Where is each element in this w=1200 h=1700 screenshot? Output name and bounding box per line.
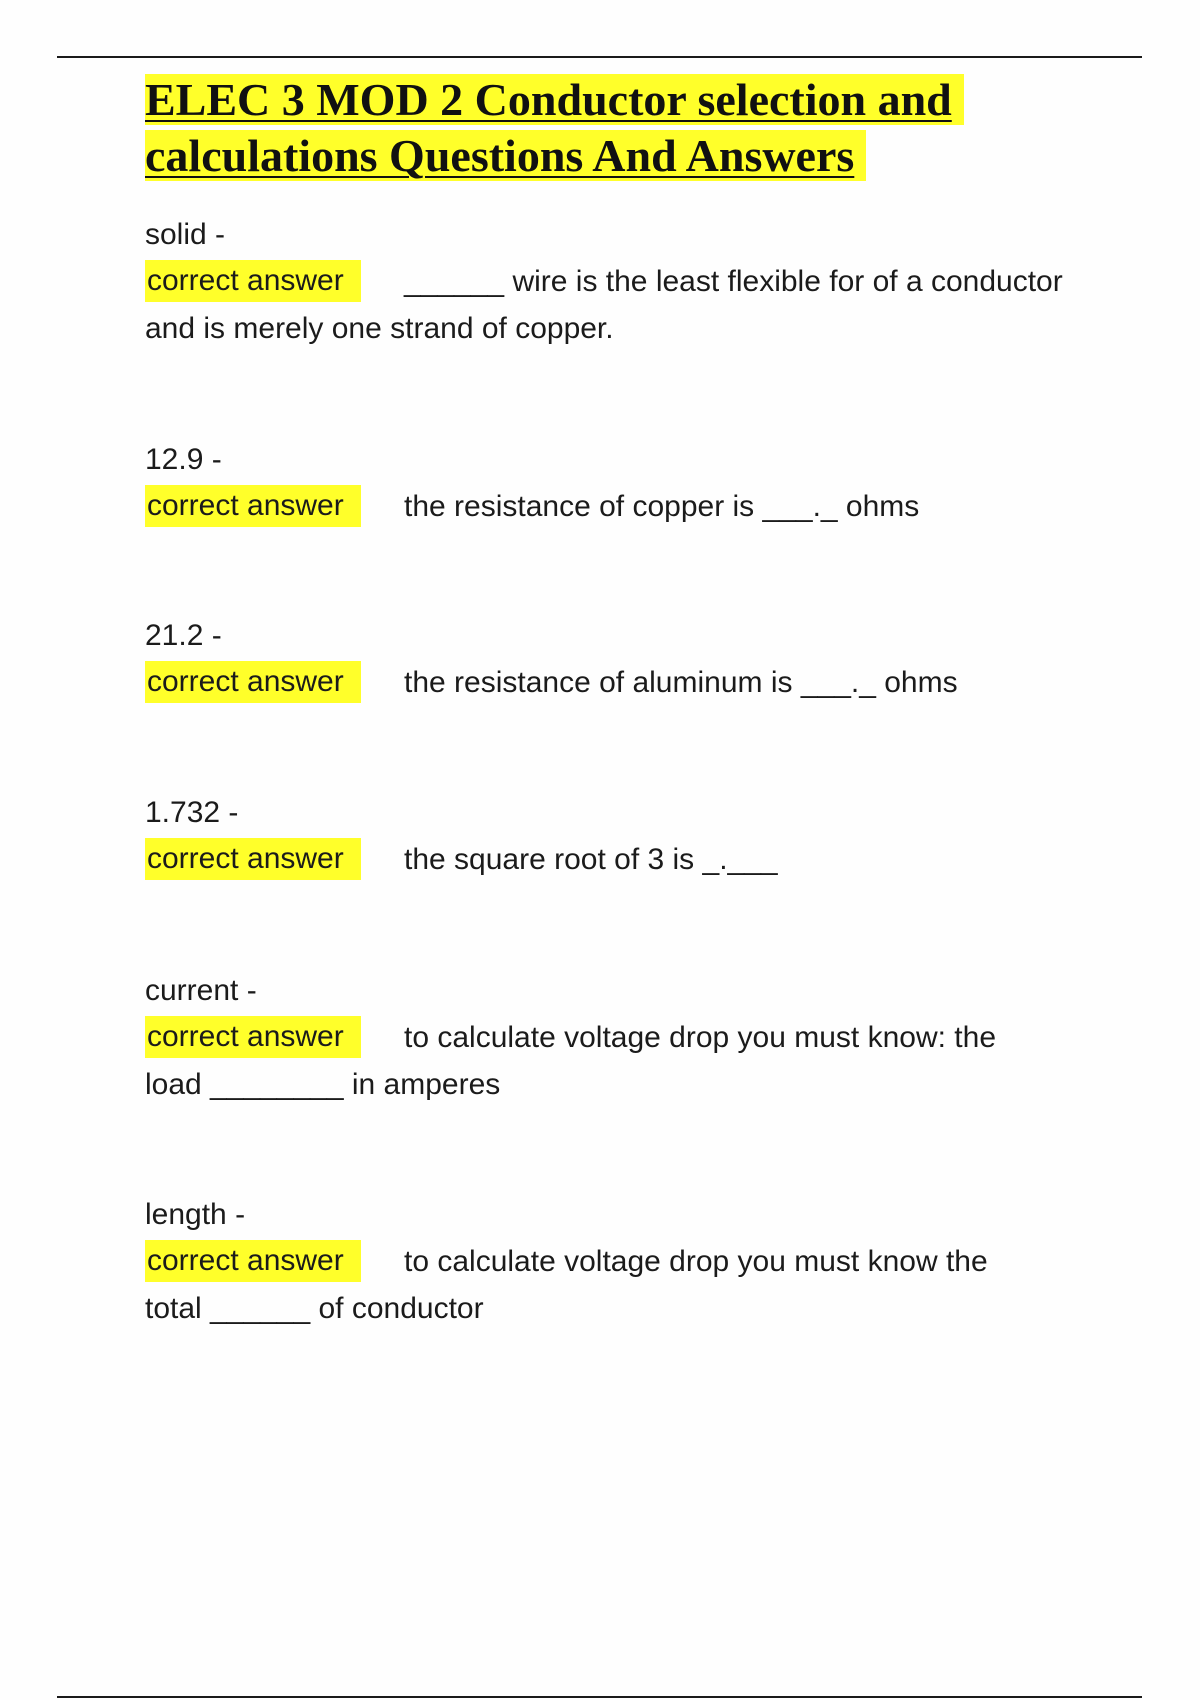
question-row (145, 1238, 1095, 1285)
answer-text: current - (145, 974, 257, 1007)
question-text: to calculate voltage drop you must know the (404, 1245, 988, 1278)
question-row (145, 659, 1095, 706)
correct-answer-badge: correct answer (145, 485, 361, 527)
question-text: to calculate voltage drop you must know: the (404, 1021, 997, 1054)
correct-answer-badge: correct answer (145, 260, 361, 302)
qa-item-square-root (145, 789, 1095, 883)
qa-item-length (145, 1191, 1095, 1332)
correct-answer-badge: correct answer (145, 661, 361, 703)
qa-item-solid (145, 211, 1095, 352)
qa-item-current (145, 967, 1095, 1108)
question-text-continued: total ______ of conductor (145, 1292, 484, 1325)
correct-answer-badge: correct answer (145, 1240, 361, 1282)
answer-text: 21.2 - (145, 619, 222, 652)
top-rule (57, 56, 1142, 58)
answer-text: length - (145, 1198, 246, 1231)
correct-answer-badge: correct answer (145, 1016, 361, 1058)
answer-text: solid - (145, 218, 226, 251)
qa-item-aluminum-resistance (145, 612, 1095, 706)
question-text: the resistance of copper is ___._ ohms (404, 490, 920, 523)
question-row (145, 258, 1095, 305)
title-line-2: calculations Questions And Answers (145, 130, 866, 181)
document-title (145, 72, 1085, 184)
question-text: the resistance of aluminum is ___._ ohms (404, 666, 958, 699)
question-row (145, 483, 1095, 530)
question-text-continued: and is merely one strand of copper. (145, 312, 614, 345)
question-text: the square root of 3 is _.___ (404, 843, 778, 876)
title-line-1: ELEC 3 MOD 2 Conductor selection and (145, 74, 964, 125)
correct-answer-badge: correct answer (145, 838, 361, 880)
question-text: ______ wire is the least flexible for of a conductor (404, 265, 1063, 298)
answer-text: 1.732 - (145, 796, 239, 829)
qa-item-copper-resistance (145, 436, 1095, 530)
question-row (145, 1014, 1095, 1061)
bottom-rule (57, 1696, 1142, 1698)
question-text-continued: load ________ in amperes (145, 1068, 501, 1101)
answer-text: 12.9 - (145, 443, 222, 476)
question-row (145, 836, 1095, 883)
